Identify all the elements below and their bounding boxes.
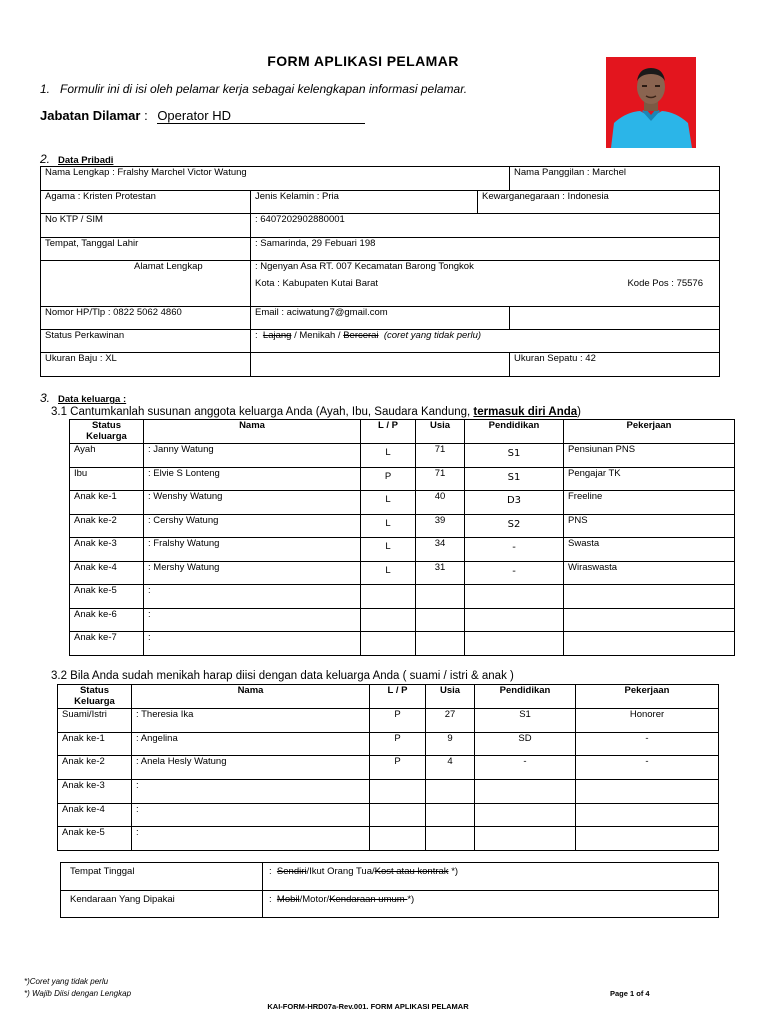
lp-cell[interactable] — [361, 632, 416, 656]
sub-3-1-body: 3.1 Cantumkanlah susunan anggota keluarga Anda (Ayah, Ibu, Saudara Kandung, — [51, 406, 474, 418]
lp-cell[interactable] — [370, 803, 426, 827]
table-row — [58, 709, 719, 733]
status-cell: Anak ke-3 — [58, 780, 132, 804]
jabatan-field[interactable]: Operator HD — [157, 108, 365, 124]
usia-cell[interactable]: 40 — [416, 491, 465, 515]
pendidikan-cell[interactable]: D3 — [465, 491, 564, 515]
hp-extra-cell — [510, 307, 720, 330]
sub-3-1-text — [51, 406, 581, 418]
usia-cell[interactable]: 9 — [426, 732, 475, 756]
nikah-header-row — [58, 685, 719, 709]
lp-cell[interactable]: L — [361, 538, 416, 562]
pendidikan-cell[interactable]: S1 — [465, 444, 564, 468]
lp-cell[interactable]: L — [361, 561, 416, 585]
sepatu-value: Ukuran Sepatu : 42 — [514, 353, 596, 364]
nama-cell[interactable]: : Elvie S Lonteng — [144, 467, 361, 491]
status-cell: Anak ke-1 — [58, 732, 132, 756]
lp-cell[interactable]: P — [361, 467, 416, 491]
lp-cell[interactable] — [361, 608, 416, 632]
section-2-heading — [40, 152, 113, 166]
pekerjaan-cell[interactable] — [576, 780, 719, 804]
section-3-number: 3. — [40, 391, 51, 405]
status-cell: Anak ke-4 — [58, 803, 132, 827]
pekerjaan-cell[interactable]: Freeline — [564, 491, 735, 515]
header-usia: Usia — [416, 420, 465, 444]
status-note: (coret yang tidak perlu) — [383, 330, 482, 341]
pekerjaan-cell[interactable]: Pensiunan PNS — [564, 444, 735, 468]
ktp-value[interactable]: : 6407202902880001 — [251, 214, 720, 238]
table-row — [70, 561, 735, 585]
pendidikan-cell[interactable]: S1 — [475, 709, 576, 733]
table-row — [58, 827, 719, 851]
table-row — [70, 514, 735, 538]
usia-cell[interactable] — [416, 608, 465, 632]
sub-3-1-emphasis: termasuk diri Anda — [473, 406, 578, 418]
nama-lengkap-cell[interactable]: Nama Lengkap : Fralshy Marchel Victor Watung — [41, 167, 510, 191]
status-cell: Anak ke-6 — [70, 608, 144, 632]
usia-cell[interactable]: 4 — [426, 756, 475, 780]
status-cell: Anak ke-2 — [70, 514, 144, 538]
table-row — [70, 491, 735, 515]
status-cell: Anak ke-7 — [70, 632, 144, 656]
section-2-label: Data Pribadi — [58, 155, 114, 166]
tinggal-value[interactable] — [263, 863, 719, 891]
table-row — [70, 632, 735, 656]
kendaraan-umum: Kendaraan umum — [329, 894, 408, 905]
pendidikan-cell[interactable] — [465, 608, 564, 632]
form-title: FORM APLIKASI PELAMAR — [267, 53, 459, 69]
header-l-p: L / P — [370, 685, 426, 709]
header-status-keluarga: Status Keluarga — [70, 420, 144, 444]
status-cell: Anak ke-4 — [70, 561, 144, 585]
pekerjaan-cell[interactable] — [576, 803, 719, 827]
nikah-body — [58, 709, 719, 851]
pekerjaan-cell[interactable]: Wiraswasta — [564, 561, 735, 585]
pekerjaan-cell[interactable]: Honorer — [576, 709, 719, 733]
kendaraan-label: Kendaraan Yang Dipakai — [61, 891, 263, 918]
kota-value: Kota : Kabupaten Kutai Barat — [255, 278, 379, 289]
agama-cell[interactable]: Agama : Kristen Protestan — [41, 191, 251, 214]
status-cell: Anak ke-5 — [58, 827, 132, 851]
lp-cell[interactable]: P — [370, 709, 426, 733]
status-bercerai: Bercerai — [343, 330, 379, 341]
pendidikan-cell[interactable]: - — [465, 561, 564, 585]
table-row — [70, 585, 735, 609]
page-number: Page 1 of 4 — [610, 989, 650, 998]
tinggal-ortu: /Ikut Orang Tua/ — [306, 866, 375, 877]
table-row — [70, 467, 735, 491]
pekerjaan-cell[interactable]: PNS — [564, 514, 735, 538]
tinggal-tail: *) — [448, 866, 459, 877]
usia-cell[interactable]: 27 — [426, 709, 475, 733]
section-3-heading — [40, 391, 126, 405]
header-pendidikan: Pendidikan — [465, 420, 564, 444]
footnote-1: *)Coret yang tidak perlu — [24, 977, 109, 986]
status-label: Status Perkawinan — [41, 330, 251, 353]
photo-portrait — [606, 57, 696, 148]
pendidikan-cell[interactable] — [475, 803, 576, 827]
header-nama: Nama — [144, 420, 361, 444]
lp-cell[interactable]: P — [370, 732, 426, 756]
usia-cell[interactable] — [426, 827, 475, 851]
data-pribadi-table — [40, 166, 720, 377]
nama-cell[interactable]: : Theresia Ika — [132, 709, 370, 733]
pendidikan-cell[interactable] — [465, 585, 564, 609]
lp-cell[interactable] — [370, 780, 426, 804]
status-lajang: Lajang — [262, 330, 292, 341]
lp-cell[interactable]: P — [370, 756, 426, 780]
tinggal-sep: : — [269, 866, 272, 877]
ttl-value[interactable]: : Samarinda, 29 Febuari 198 — [251, 238, 720, 261]
header-l-p: L / P — [361, 420, 416, 444]
nama-cell[interactable]: : — [144, 608, 361, 632]
intro-text — [40, 82, 467, 96]
jabatan-sep: : — [144, 108, 148, 123]
kendaraan-motor: /Motor/ — [299, 894, 330, 905]
lp-cell[interactable]: L — [361, 444, 416, 468]
lp-cell[interactable] — [370, 827, 426, 851]
ktp-label: No KTP / SIM — [41, 214, 251, 238]
table-row — [58, 803, 719, 827]
pendidikan-cell[interactable]: S1 — [465, 467, 564, 491]
header-pekerjaan: Pekerjaan — [576, 685, 719, 709]
usia-cell[interactable]: 71 — [416, 467, 465, 491]
nama-cell[interactable]: : Angelina — [132, 732, 370, 756]
header-pekerjaan: Pekerjaan — [564, 420, 735, 444]
hp-cell[interactable]: Nomor HP/Tlp : 0822 5062 4860 — [41, 307, 251, 330]
tinggal-kost: Kost atau kontrak — [374, 866, 449, 877]
kendaraan-sep: : — [269, 894, 272, 905]
alamat-cell[interactable] — [251, 261, 720, 307]
jabatan-line — [40, 108, 365, 124]
header-pendidikan: Pendidikan — [475, 685, 576, 709]
usia-cell[interactable]: 34 — [416, 538, 465, 562]
table-row — [58, 756, 719, 780]
status-value[interactable] — [251, 330, 720, 353]
pekerjaan-cell[interactable]: Swasta — [564, 538, 735, 562]
status-cell: Anak ke-3 — [70, 538, 144, 562]
pekerjaan-cell[interactable]: - — [576, 756, 719, 780]
pendidikan-cell[interactable]: - — [475, 756, 576, 780]
pekerjaan-cell[interactable] — [564, 608, 735, 632]
jenis-kelamin-cell[interactable]: Jenis Kelamin : Pria — [251, 191, 478, 214]
kota-line — [255, 278, 715, 289]
pekerjaan-cell[interactable] — [564, 632, 735, 656]
nama-cell[interactable]: : Fralshy Watung — [144, 538, 361, 562]
nama-cell[interactable]: : — [132, 827, 370, 851]
email-cell[interactable]: Email : aciwatung7@gmail.com — [251, 307, 510, 330]
lp-cell[interactable] — [361, 585, 416, 609]
usia-cell[interactable]: 39 — [416, 514, 465, 538]
table-row — [70, 444, 735, 468]
header-nama: Nama — [132, 685, 370, 709]
kode-pos-value: Kode Pos : 75576 — [627, 278, 704, 289]
pendidikan-cell[interactable] — [475, 780, 576, 804]
status-cell: Suami/Istri — [58, 709, 132, 733]
table-row — [58, 780, 719, 804]
header-usia: Usia — [426, 685, 475, 709]
ttl-label: Tempat, Tanggal Lahir — [41, 238, 251, 261]
status-prefix: : — [255, 330, 258, 341]
intro-sentence: Formulir ini di isi oleh pelamar kerja sebagai kelengkapan informasi pelamar. — [60, 82, 468, 96]
kendaraan-value[interactable] — [263, 891, 719, 918]
status-cell: Anak ke-5 — [70, 585, 144, 609]
nama-cell[interactable]: : — [144, 632, 361, 656]
section-3-label: Data keluarga : — [58, 394, 127, 405]
lp-cell[interactable]: L — [361, 491, 416, 515]
status-cell: Anak ke-1 — [70, 491, 144, 515]
tinggal-label: Tempat Tinggal — [61, 863, 263, 891]
status-cell: Ibu — [70, 467, 144, 491]
alamat-label: Alamat Lengkap — [41, 261, 251, 307]
usia-cell[interactable] — [426, 780, 475, 804]
jabatan-label: Jabatan Dilamar — [40, 108, 141, 123]
nama-panggilan-cell[interactable]: Nama Panggilan : Marchel — [510, 167, 720, 191]
keluarga-body — [70, 444, 735, 656]
pekerjaan-cell[interactable] — [564, 585, 735, 609]
kendaraan-tail: *) — [407, 894, 415, 905]
sub-3-1-end: ) — [577, 406, 581, 418]
usia-cell[interactable]: 71 — [416, 444, 465, 468]
usia-cell[interactable] — [416, 632, 465, 656]
nama-cell[interactable]: : Cershy Watung — [144, 514, 361, 538]
sub-3-2-text: 3.2 Bila Anda sudah menikah harap diisi dengan data keluarga Anda ( suami / istri & anak ) — [51, 670, 514, 682]
header-status-keluarga: Status Keluarga — [58, 685, 132, 709]
kewarganegaraan-cell[interactable]: Kewarganegaraan : Indonesia — [478, 191, 720, 214]
usia-cell[interactable] — [416, 585, 465, 609]
nama-cell[interactable]: : Janny Watung — [144, 444, 361, 468]
kendaraan-mobil: Mobil — [276, 894, 300, 905]
nama-cell[interactable]: : Anela Hesly Watung — [132, 756, 370, 780]
empty-cell — [251, 353, 510, 377]
usia-cell[interactable]: 31 — [416, 561, 465, 585]
nama-cell[interactable]: : — [132, 780, 370, 804]
pekerjaan-cell[interactable]: - — [576, 732, 719, 756]
sepatu-cell[interactable] — [510, 353, 720, 377]
nama-cell[interactable]: : — [132, 803, 370, 827]
nama-cell[interactable]: : Wenshy Watung — [144, 491, 361, 515]
lp-cell[interactable]: L — [361, 514, 416, 538]
status-cell: Anak ke-2 — [58, 756, 132, 780]
tinggal-sendiri: Sendiri — [276, 866, 307, 877]
pendidikan-cell[interactable] — [465, 632, 564, 656]
intro-number: 1. — [40, 82, 51, 96]
keluarga-header-row — [70, 420, 735, 444]
alamat-value: : Ngenyan Asa RT. 007 Kecamatan Barong Tongkok — [255, 261, 474, 272]
baju-cell[interactable]: Ukuran Baju : XL — [41, 353, 251, 377]
pendidikan-cell[interactable]: - — [465, 538, 564, 562]
nama-cell[interactable]: : Mershy Watung — [144, 561, 361, 585]
pekerjaan-cell[interactable] — [576, 827, 719, 851]
pendidikan-cell[interactable]: SD — [475, 732, 576, 756]
table-row — [70, 608, 735, 632]
nikah-table — [57, 684, 719, 851]
pendidikan-cell[interactable] — [475, 827, 576, 851]
footnote-2: *) Wajib Diisi dengan Lengkap — [24, 989, 132, 998]
nama-cell[interactable]: : — [144, 585, 361, 609]
status-menikah: / Menikah / — [291, 330, 344, 341]
pendidikan-cell[interactable]: S2 — [465, 514, 564, 538]
usia-cell[interactable] — [426, 803, 475, 827]
applicant-photo — [606, 57, 696, 148]
section-2-number: 2. — [40, 152, 51, 166]
table-row — [70, 538, 735, 562]
doc-code: KAI-FORM-HRD07a-Rev.001. FORM APLIKASI PELAMAR — [267, 1002, 469, 1011]
pekerjaan-cell[interactable]: Pengajar TK — [564, 467, 735, 491]
keluarga-table — [69, 419, 735, 656]
table-row — [58, 732, 719, 756]
tinggal-table — [60, 862, 719, 918]
status-cell: Ayah — [70, 444, 144, 468]
